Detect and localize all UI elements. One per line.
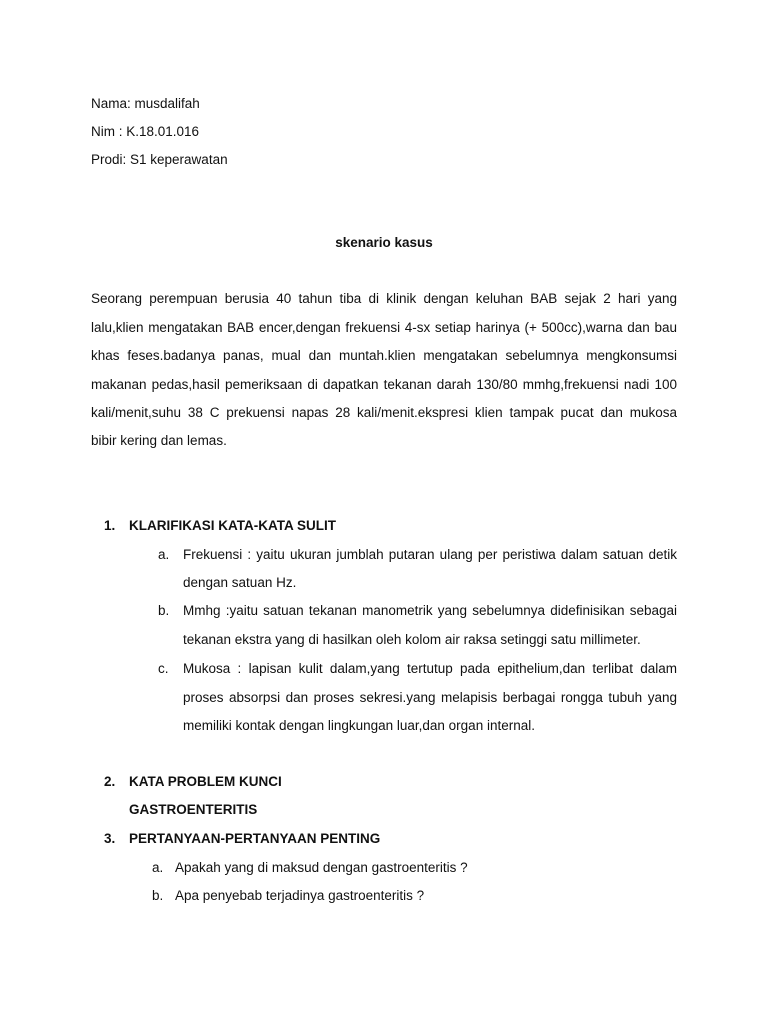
- item-line: memiliki kontak dengan lingkungan luar,dan organ internal.: [183, 718, 535, 733]
- section-number: 3.: [104, 831, 116, 846]
- item-letter: a.: [152, 860, 164, 875]
- item-line: Mukosa : lapisan kulit dalam,yang tertutup pada epithelium,dan terlibat dalam: [183, 661, 677, 676]
- scenario-line: kali/menit,suhu 38 C prekuensi napas 28 kali/menit.ekspresi klien tampak pucat dan mukosa: [91, 405, 677, 420]
- scenario-line: khas feses.badanya panas, mual dan muntah.klien mengatakan sebelumnya mengkonsumsi: [91, 348, 677, 363]
- item-line: Mmhg :yaitu satuan tekanan manometrik yang sebelumnya didefinisikan sebagai: [183, 603, 677, 618]
- student-nim: Nim : K.18.01.016: [91, 124, 200, 139]
- section-number: 2.: [104, 774, 116, 789]
- key-problem-value: GASTROENTERITIS: [129, 802, 258, 817]
- item-line: proses absorpsi dan proses sekresi.yang melapisis berbagai rongga tubuh yang: [183, 690, 677, 705]
- item-letter: b.: [152, 888, 164, 903]
- scenario-line: makanan pedas,hasil pemeriksaan di dapatkan tekanan darah 130/80 mmhg,frekuensi nadi 100: [91, 377, 677, 392]
- question-text: Apakah yang di maksud dengan gastroenteritis ?: [175, 860, 468, 875]
- section-heading: KATA PROBLEM KUNCI: [129, 774, 282, 789]
- item-letter: c.: [158, 661, 169, 676]
- question-text: Apa penyebab terjadinya gastroenteritis ?: [175, 888, 425, 903]
- item-line: dengan satuan Hz.: [183, 575, 297, 590]
- section-heading: PERTANYAAN-PERTANYAAN PENTING: [129, 831, 381, 846]
- item-letter: a.: [158, 547, 170, 562]
- document-title: skenario kasus: [335, 235, 433, 250]
- section-number: 1.: [104, 518, 116, 533]
- section-heading: KLARIFIKASI KATA-KATA SULIT: [129, 518, 336, 533]
- scenario-line: Seorang perempuan berusia 40 tahun tiba di klinik dengan keluhan BAB sejak 2 hari yang: [91, 291, 677, 306]
- item-line: tekanan ekstra yang di hasilkan oleh kolom air raksa setinggi satu millimeter.: [183, 632, 641, 647]
- scenario-line: lalu,klien mengatakan BAB encer,dengan frekuensi 4-sx setiap harinya (+ 500cc),warna dan bau: [91, 320, 677, 335]
- item-letter: b.: [158, 603, 170, 618]
- student-name: Nama: musdalifah: [91, 96, 200, 111]
- student-prodi: Prodi: S1 keperawatan: [91, 152, 228, 167]
- item-line: Frekuensi : yaitu ukuran jumblah putaran ulang per peristiwa dalam satuan detik: [183, 547, 677, 562]
- scenario-line: bibir kering dan lemas.: [91, 433, 227, 448]
